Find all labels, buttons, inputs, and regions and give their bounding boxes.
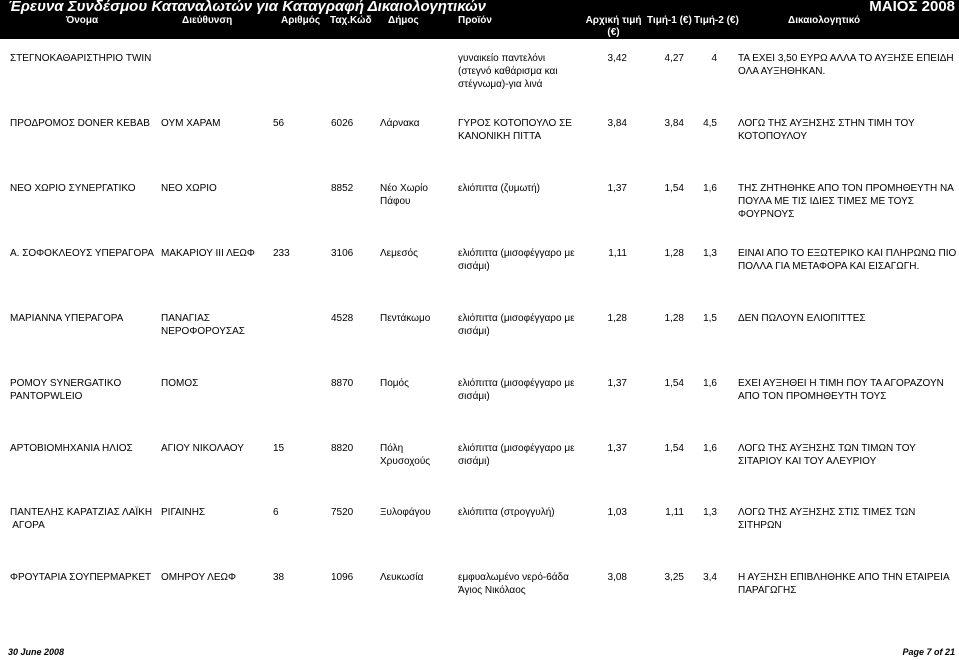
cell-justification: ΛΟΓΩ ΤΗΣ ΑΥΞΗΣΗΣ ΤΩΝ ΤΙΜΩΝ ΤΟΥ ΣΙΤΑΡΙΟΥ ΚΑΙ ΤΟΥ ΑΛΕΥΡΙΟΥ <box>738 443 916 467</box>
cell-price1: 1,28 <box>664 313 684 324</box>
cell-postcode: 6026 <box>331 118 354 129</box>
cell-justification: ΤΗΣ ΖΗΤΗΘΗΚΕ ΑΠΟ ΤΟΝ ΠΡΟΜΗΘΕΥΤΗ ΝΑ ΠΟΥΛΑ ΜΕ ΤΙΣ ΙΔΙΕΣ ΤΙΜΕΣ ΜΕ ΤΟΥΣ ΦΟΥΡΝΟΥΣ <box>738 183 954 220</box>
cell-name: ΦΡΟΥΤΑΡΙΑ ΣΟΥΠΕΡΜΑΡΚΕΤ <box>10 572 152 583</box>
cell-postcode: 8852 <box>331 183 354 194</box>
table-row <box>0 442 959 502</box>
cell-price2: 1,6 <box>703 443 717 454</box>
column-header-product: Προϊόν <box>458 15 492 26</box>
cell-name: Α. ΣΟΦΟΚΛΕΟΥΣ ΥΠΕΡΑΓΟΡΑ <box>10 248 154 259</box>
cell-name: ΠΡΟΔΡΟΜΟΣ DONER KEBAB <box>10 118 150 129</box>
cell-number: 15 <box>273 443 285 454</box>
column-header-postcode: Ταχ.Κώδ <box>330 15 372 26</box>
cell-initial-price: 3,42 <box>607 53 627 64</box>
cell-municipality: Πόλη Χρυσοχούς <box>380 443 431 467</box>
cell-address: ΡΙΓΑΙΝΗΣ <box>161 507 206 518</box>
cell-justification: ΛΟΓΩ ΤΗΣ ΑΥΞΗΣΗΣ ΣΤΙΣ ΤΙΜΕΣ ΤΩΝ ΣΙΤΗΡΩΝ <box>738 507 916 531</box>
table-row <box>0 377 959 437</box>
cell-name: ΝΕΟ ΧΩΡΙΟ ΣΥΝΕΡΓΑΤΙΚΟ <box>10 183 136 194</box>
cell-price2: 1,3 <box>703 248 717 259</box>
column-header-number: Αριθμός <box>281 15 321 26</box>
cell-initial-price: 1,11 <box>608 248 627 259</box>
table-row <box>0 571 959 631</box>
cell-justification: ΕΙΝΑΙ ΑΠΟ ΤΟ ΕΞΩΤΕΡΙΚΟ ΚΑΙ ΠΛΗΡΩΝΩ ΠΙΟ ΠΟΛΛΑ ΓΙΑ ΜΕΤΑΦΟΡΑ ΚΑΙ ΕΙΣΑΓΩΓΗ. <box>738 248 957 272</box>
cell-name: ΣΤΕΓΝΟΚΑΘΑΡΙΣΤΗΡΙΟ TWIN <box>10 53 152 64</box>
cell-address: ΠΟΜΟΣ <box>161 378 199 389</box>
cell-price1: 1,28 <box>664 248 684 259</box>
report-date: 30 June 2008 <box>8 647 65 657</box>
cell-price2: 1,6 <box>703 378 717 389</box>
cell-number: 56 <box>273 118 285 129</box>
cell-postcode: 1096 <box>331 572 354 583</box>
cell-initial-price: 1,37 <box>607 378 627 389</box>
cell-postcode: 3106 <box>331 248 354 259</box>
cell-number: 233 <box>273 248 290 259</box>
cell-price2: 3,4 <box>703 572 717 583</box>
cell-municipality: Λάρνακα <box>380 118 420 129</box>
cell-price2: 1,3 <box>703 507 717 518</box>
cell-price2: 4 <box>711 53 717 64</box>
table-row <box>0 312 959 372</box>
cell-product: ελιόπιττα (ζυμωτή) <box>458 183 541 194</box>
cell-postcode: 8870 <box>331 378 354 389</box>
cell-justification: Η ΑΥΞΗΣΗ ΕΠΙΒΛΗΘΗΚΕ ΑΠΟ ΤΗΝ ΕΤΑΙΡΕΙΑ ΠΑΡΑΓΩΓΗΣ <box>738 572 950 596</box>
cell-price1: 1,54 <box>664 183 684 194</box>
cell-municipality: Λεμεσός <box>380 248 418 259</box>
cell-price2: 1,5 <box>703 313 717 324</box>
cell-initial-price: 1,28 <box>607 313 627 324</box>
cell-address: ΠΑΝΑΓΙΑΣ ΝΕΡΟΦΟΡΟΥΣΑΣ <box>161 313 245 337</box>
cell-address: ΟΥΜ ΧΑΡΑΜ <box>161 118 221 129</box>
column-header-price2: Τιμή-2 (€) <box>694 15 739 26</box>
cell-address: ΜΑΚΑΡΙΟΥ ΙΙΙ ΛΕΩΦ <box>161 248 255 259</box>
cell-price1: 1,11 <box>665 507 684 518</box>
cell-justification: ΛΟΓΩ ΤΗΣ ΑΥΞΗΣΗΣ ΣΤΗΝ ΤΙΜΗ ΤΟΥ ΚΟΤΟΠΟΥΛΟΥ <box>738 118 915 142</box>
cell-product: εμφυαλωμένο νερό-6άδα Άγιος Νικόλαος <box>458 572 569 596</box>
column-header-initial-price: Αρχική τιμή (€) <box>585 15 642 38</box>
table-row <box>0 117 959 177</box>
cell-product: ελιόπιττα (στρογγυλή) <box>458 507 555 518</box>
cell-product: ΓΥΡΟΣ ΚΟΤΟΠΟΥΛΟ ΣΕ ΚΑΝΟΝΙΚΗ ΠΙΤΤΑ <box>458 118 572 142</box>
cell-name: ΜΑΡΙΑΝΝΑ ΥΠΕΡΑΓΟΡΑ <box>10 313 124 324</box>
cell-justification: ΕΧΕΙ ΑΥΞΗΘΕΙ Η ΤΙΜΗ ΠΟΥ ΤΑ ΑΓΟΡΑΖΟΥΝ ΑΠΟ ΤΟΝ ΠΡΟΜΗΘΕΥΤΗ ΤΟΥΣ <box>738 378 944 402</box>
cell-price1: 1,54 <box>664 378 684 389</box>
cell-price2: 4,5 <box>703 118 717 129</box>
cell-municipality: Ξυλοφάγου <box>380 507 431 518</box>
column-header-justification: Δικαιολογητικό <box>788 15 861 26</box>
cell-initial-price: 1,37 <box>607 183 627 194</box>
cell-initial-price: 3,08 <box>607 572 627 583</box>
cell-product: ελιόπιττα (μισοφέγγαρο με σισάμι) <box>458 313 575 337</box>
cell-initial-price: 1,03 <box>607 507 627 518</box>
cell-initial-price: 1,37 <box>607 443 627 454</box>
cell-name: ΑΡΤΟΒΙΟΜΗΧΑΝΙΑ ΗΛΙΟΣ <box>10 443 133 454</box>
table-row <box>0 247 959 307</box>
cell-product: ελιόπιττα (μισοφέγγαρο με σισάμι) <box>458 248 575 272</box>
cell-price1: 4,27 <box>664 53 684 64</box>
cell-price1: 3,84 <box>664 118 684 129</box>
cell-number: 6 <box>273 507 279 518</box>
cell-address: ΟΜΗΡΟΥ ΛΕΩΦ <box>161 572 236 583</box>
cell-price1: 3,25 <box>664 572 684 583</box>
cell-product: ελιόπιττα (μισοφέγγαρο με σισάμι) <box>458 443 575 467</box>
cell-justification: ΔΕΝ ΠΩΛΟΥΝ ΕΛΙΟΠΙΤΤΕΣ <box>738 313 866 324</box>
column-header-price1: Τιμή-1 (€) <box>647 15 692 26</box>
report-header <box>0 0 959 39</box>
cell-municipality: Πομός <box>380 378 409 389</box>
cell-justification: ΤΑ ΕΧΕΙ 3,50 ΕΥΡΩ ΑΛΛΑ ΤΟ ΑΥΞΗΣΕ ΕΠΕΙΔΗ ΟΛΑ ΑΥΞΗΘΗΚΑΝ. <box>738 53 954 77</box>
cell-postcode: 4528 <box>331 313 354 324</box>
report-period: ΜΑΙΟΣ 2008 <box>869 0 955 15</box>
column-header-address: Διεύθυνση <box>182 15 233 26</box>
table-row <box>0 506 959 566</box>
page-footer <box>0 643 959 660</box>
cell-address: ΑΓΙΟΥ ΝΙΚΟΛΑΟΥ <box>161 443 244 454</box>
cell-name: POMOY SYNERGATIKO PANTOPWLEIO <box>10 378 122 402</box>
cell-postcode: 7520 <box>331 507 354 518</box>
cell-number: 38 <box>273 572 285 583</box>
cell-initial-price: 3,84 <box>607 118 627 129</box>
cell-address: ΝΕΟ ΧΩΡΙΟ <box>161 183 217 194</box>
table-row <box>0 52 959 112</box>
cell-municipality: Πεντάκωμο <box>380 313 431 324</box>
cell-municipality: Λευκωσία <box>380 572 424 583</box>
column-header-name: Όνομα <box>66 15 99 26</box>
report-title: Έρευνα Συνδέσμου Καταναλωτών για Καταγραφή Δικαιολογητικών <box>8 0 486 15</box>
cell-postcode: 8820 <box>331 443 354 454</box>
cell-price1: 1,54 <box>664 443 684 454</box>
cell-product: ελιόπιττα (μισοφέγγαρο με σισάμι) <box>458 378 575 402</box>
cell-price2: 1,6 <box>703 183 717 194</box>
cell-municipality: Νέο Χωρίο Πάφου <box>380 183 428 207</box>
cell-product: γυναικείο παντελόνι (στεγνό καθάρισμα και στέγνωμα)-για λινά <box>458 53 558 90</box>
column-header-municipality: Δήμος <box>388 15 419 26</box>
cell-name: ΠΑΝΤΕΛΗΣ ΚΑΡΑΤΖΙΑΣ ΛΑΪΚΗ ΑΓΟΡΑ <box>10 507 153 531</box>
page-number: Page 7 of 21 <box>902 647 955 657</box>
table-row <box>0 182 959 242</box>
